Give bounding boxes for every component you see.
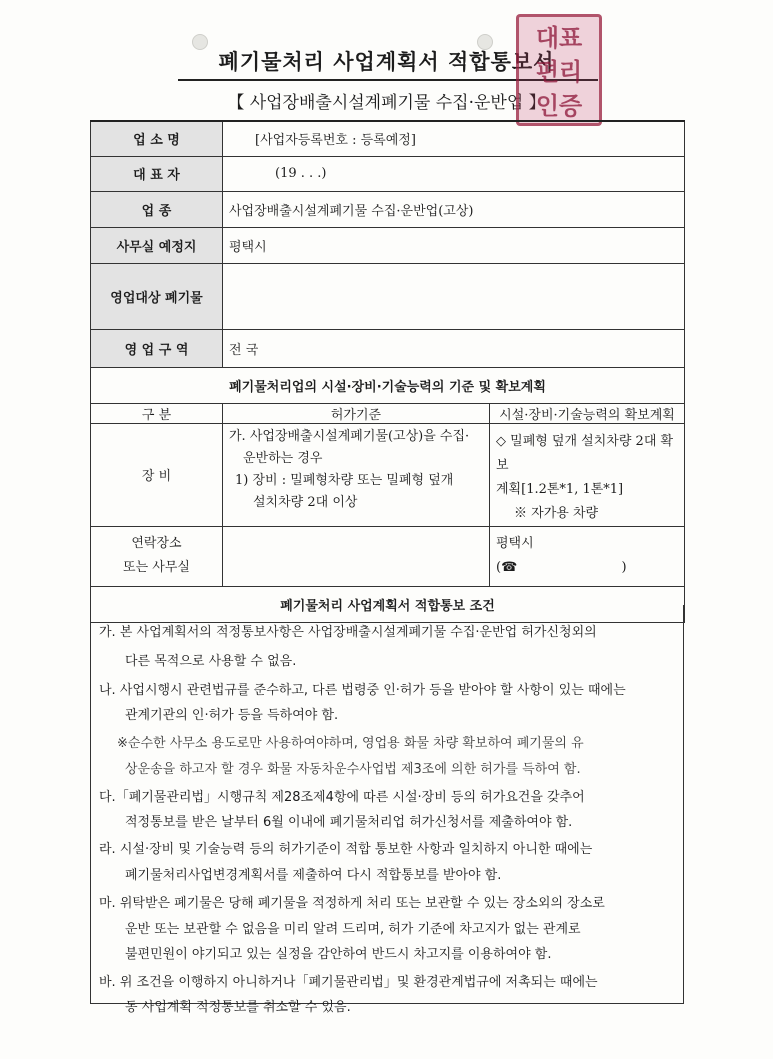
label-representative: 대 표 자 [91,156,223,191]
conditions-title: 폐기물처리 사업계획서 적합통보 조건 [91,586,685,622]
condition-da-line-2: 적정통보를 받은 날부터 6월 이내에 폐기물처리업 허가신청서를 제출하여야 함. [125,815,573,830]
value-representative: (19 . . .) [223,156,685,191]
contact-plan-city: 평택시 [496,536,534,551]
condition-ma-line-1: 마. 위탁받은 폐기물은 당해 폐기물을 적정하게 처리 또는 보관할 수 있는 장소외의 장소로 [99,896,605,911]
condition-na-line-1: 나. 사업시행시 관련법규를 준수하고, 다른 법령중 인·허가 등을 받아야 할 사항이 있는 때에는 [99,683,626,698]
equipment-plan [490,423,685,526]
condition-ga-line-1: 가. 본 사업계획서의 적정통보사항은 사업장배출시설계폐기물 수집·운반업 허가신청외의 [99,625,597,640]
condition-na-line-2: 관계기관의 인·허가 등을 득하여야 함. [125,708,339,723]
condition-ba-line-2: 동 사업계획 적정통보를 취소할 수 있음. [125,1000,351,1015]
label-contact-line-2: 또는 사무실 [123,560,190,575]
contact-standard-empty [223,526,490,586]
equipment-plan-line-3: ※ 자가용 차량 [514,505,599,521]
equipment-plan-line-2: 계획[1.2톤*1, 1톤*1] [496,481,624,497]
equipment-standard-line-1: 가. 사업장배출시설계폐기물(고상)을 수집· [229,428,470,444]
equipment-plan-line-1: ◇ 밀폐형 덮개 설치차량 2대 확보 [496,433,674,473]
condition-da-line-1: 다.「폐기물관리법」시행규칙 제28조제4항에 따른 시설·장비 등의 허가요건을 갖추어 [99,790,585,805]
contact-plan [490,526,685,586]
equipment-standard [223,423,490,526]
value-office-location: 평택시 [223,227,685,263]
condition-ma-line-2: 운반 또는 보관할 수 없음을 미리 알려 드리며, 허가 기준에 차고지가 없는 관계로 [125,922,581,937]
condition-ba-line-1: 바. 위 조건을 이행하지 아니하거나「폐기물관리법」및 환경관계법규에 저촉되는 때에는 [99,975,598,990]
seal-text: 대표 편리 인증 [535,23,583,120]
application-form-table [90,120,685,623]
equipment-standard-line-2: 운반하는 경우 [243,450,323,466]
condition-ga-line-2: 다른 목적으로 사용할 수 없음. [125,654,297,669]
label-contact-line-1: 연락장소 [131,536,182,551]
document-subtitle: 【 사업장배출시설계폐기물 수집·운반업 】 [227,93,546,113]
value-business-name: [사업자등록번호 : 등록예정] [223,121,685,156]
condition-ra-line-2: 폐기물처리사업변경계획서를 제출하여 다시 적합통보를 받아야 함. [125,868,502,883]
condition-ma-line-3: 불편민원이 야기되고 있는 실정을 감안하여 반드시 차고지를 이용하여야 함. [125,947,552,962]
value-target-waste [223,263,685,329]
condition-ra-line-1: 라. 시설·장비 및 기술능력 등의 허가기준이 적합 통보한 사항과 일치하지 아니한 때에는 [99,842,593,857]
document-title: 폐기물처리 사업계획서 적합통보서 [218,50,555,74]
equipment-standard-line-4: 설치차량 2대 이상 [253,494,358,510]
value-business-type: 사업장배출시설계폐기물 수집·운반업(고상) [223,191,685,227]
label-business-name: 업 소 명 [91,121,223,156]
col-header-category: 구 분 [91,403,223,423]
official-seal-stamp [516,14,602,126]
label-business-type: 업 종 [91,191,223,227]
label-business-area: 영 업 구 역 [91,329,223,367]
phone-icon-open: (☎ [496,560,518,575]
label-contact [91,526,223,586]
conditions-body [90,605,684,1015]
col-header-plan: 시설·장비·기술능력의 확보계획 [490,403,685,423]
condition-note-line-1: ※순수한 사무소 용도로만 사용하여야하며, 영업용 화물 차량 확보하여 폐기물의 유 [117,736,584,751]
equipment-standard-line-3: 1) 장비 : 밀폐형차량 또는 밀폐형 덮개 [235,472,454,488]
label-equipment: 장 비 [91,423,223,526]
value-business-area: 전 국 [223,329,685,367]
col-header-standard: 허가기준 [223,403,490,423]
phone-close-paren: ) [621,560,627,575]
condition-note-line-2: 상운송을 하고자 할 경우 화물 자동차운수사업법 제3조에 의한 허가를 득하여 함. [125,762,581,777]
label-target-waste: 영업대상 폐기물 [91,263,223,329]
label-office-location: 사무실 예정지 [91,227,223,263]
section-title-facilities: 폐기물처리업의 시설·장비·기술능력의 기준 및 확보계획 [91,367,685,403]
